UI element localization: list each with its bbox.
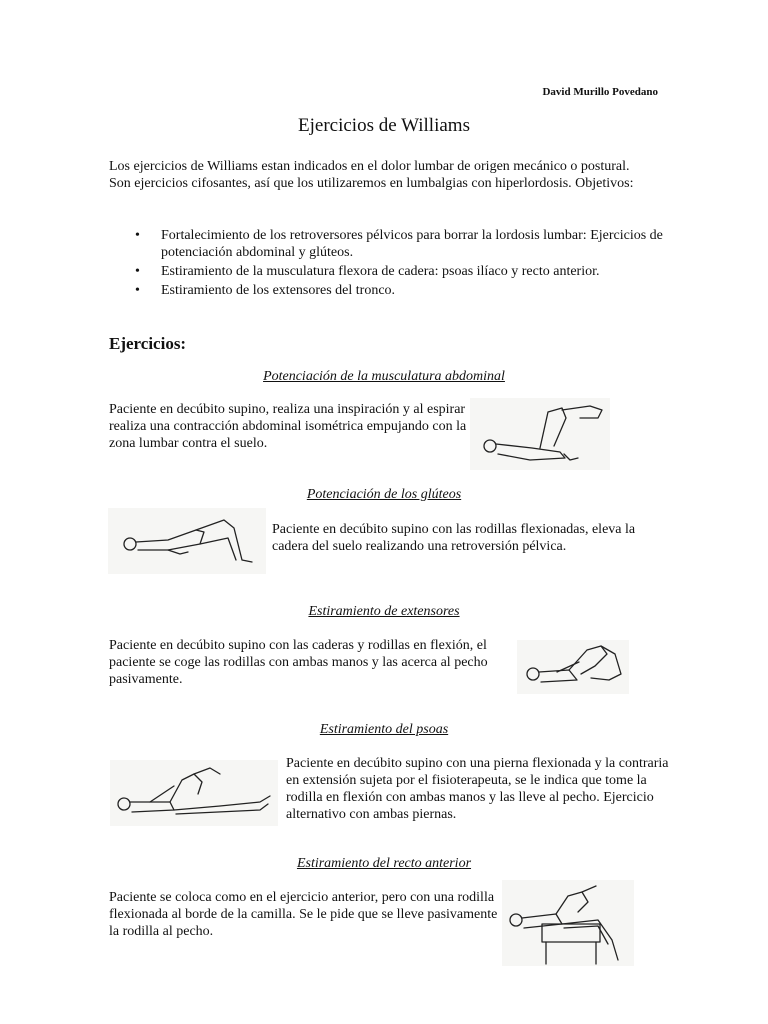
intro-paragraph: Los ejercicios de Williams estan indicados en el dolor lumbar de origen mecánico o postural. Son ejercicios cifosantes, así que los utilizaremos en lumbalgias con hiperlordosis. Objetivos:	[109, 159, 634, 191]
exercise-text: Paciente en decúbito supino con las rodillas flexionadas, eleva la cadera del suelo realizando una retroversión pélvica.	[272, 522, 636, 554]
exercise-text: Paciente en decúbito supino, realiza una inspiración y al espirar realiza una contracción abdominal isométrica empujando con la zona lumbar contra el suelo.	[109, 402, 467, 451]
exercise-title: Estiramiento del recto anterior	[296, 856, 472, 871]
gluteus-exercise-illustration	[108, 508, 266, 574]
psoas-stretch-illustration	[110, 760, 278, 826]
exercise-title: Estiramiento de extensores	[308, 604, 460, 619]
objective-item: • Estiramiento de la musculatura flexora de cadera: psoas ilíaco y recto anterior.	[135, 263, 675, 280]
objective-item: • Estiramiento de los extensores del tronco.	[135, 282, 675, 299]
exercise-title: Estiramiento del psoas	[319, 722, 449, 737]
objective-item: • Fortalecimiento de los retroversores pélvicos para borrar la lordosis lumbar: Ejercicios de potenciación abdominal y glúteos.	[135, 227, 675, 261]
abdominal-exercise-illustration	[470, 398, 610, 470]
author-name: David Murillo Povedano	[542, 86, 658, 98]
exercise-text: Paciente en decúbito supino con las caderas y rodillas en flexión, el paciente se coge las rodillas con ambas manos y las acerca al pecho pasivamente.	[109, 638, 488, 687]
objectives-list	[135, 227, 675, 301]
extensor-stretch-illustration	[517, 640, 629, 694]
exercise-text: Paciente se coloca como en el ejercicio anterior, pero con una rodilla flexionada al borde de la camilla. Se le pide que se lleve pasivamente la rodilla al pecho.	[109, 890, 498, 939]
exercises-heading: Ejercicios:	[109, 334, 187, 353]
exercise-title: Potenciación de la musculatura abdominal	[263, 369, 505, 384]
exercise-text: Paciente en decúbito supino con una pierna flexionada y la contraria en extensión sujeta por el fisioterapeuta, se le indica que tome la rodilla en flexión con ambas manos y las lleve al pecho. Ejercicio alternativo con ambas piernas.	[286, 756, 669, 822]
rectus-femoris-stretch-illustration	[502, 880, 634, 966]
exercise-title: Potenciación de los glúteos	[306, 487, 462, 502]
document-title: Ejercicios de Williams	[298, 115, 470, 136]
